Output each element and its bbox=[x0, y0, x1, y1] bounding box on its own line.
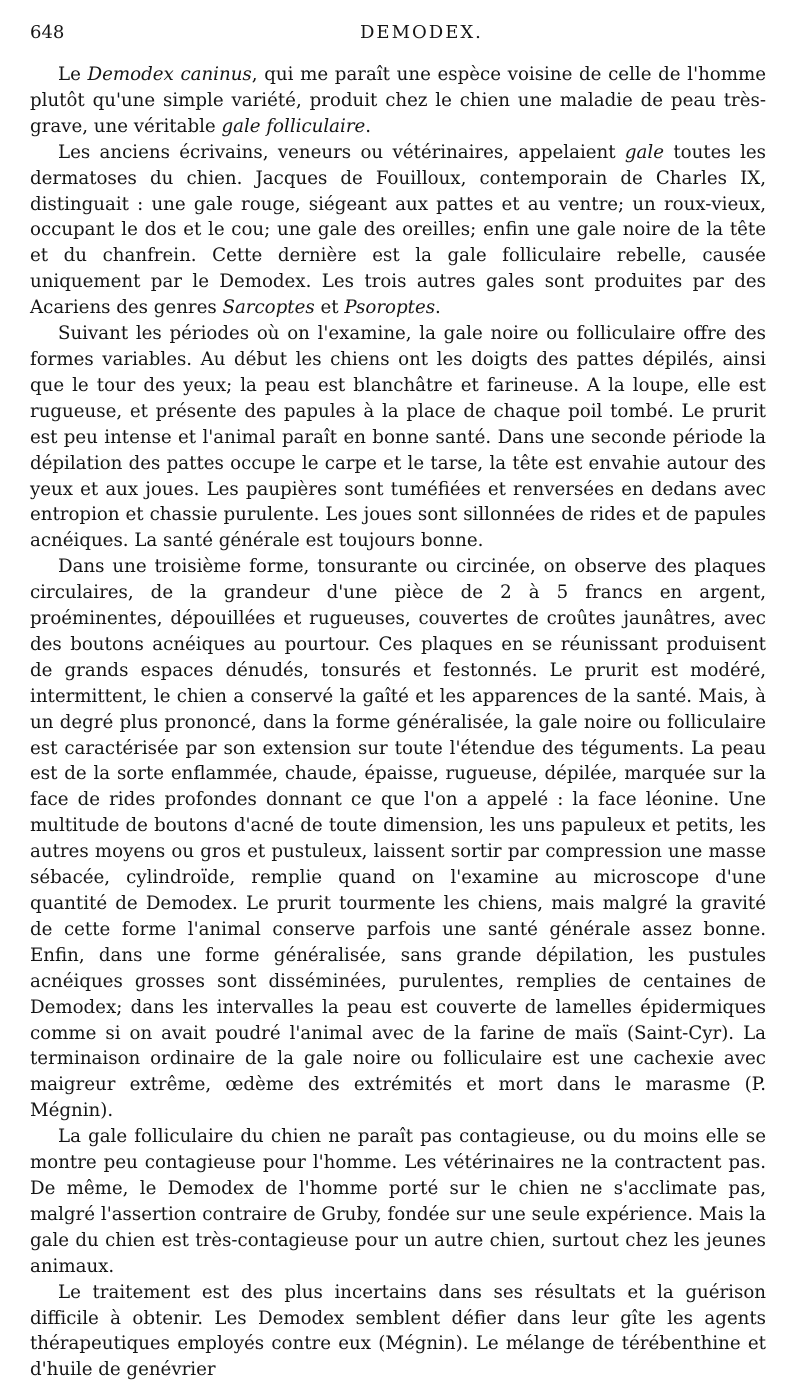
text-run: Le bbox=[58, 64, 88, 85]
text-run: La gale folliculaire du chien ne paraît pas contagieuse, ou du moins elle se montre peu contagieuse pour l'homme. Les vétérinaires ne la contractent pas. De même, le Demodex de l'homme porté sur le chien ne s'acclimate pas, malgré l'assertion contraire de Gruby, fondée sur une seule expérience. Mais la gale du chien est très-contagieuse pour un autre chien, surtout chez les jeunes animaux. bbox=[30, 1126, 766, 1277]
italic-text-run: gale bbox=[624, 141, 664, 163]
text-run: , qui me paraît une espèce voisine de celle de l'homme plutôt qu'une simple variété, produit chez le chien une maladie de peau très-grave, une véritable bbox=[30, 64, 766, 137]
paragraph-3 bbox=[30, 321, 766, 554]
text-run: toutes les dermatoses du chien. Jacques de Fouilloux, contemporain de Charles IX, distinguait : une gale rouge, siégeant aux pattes et au ventre; un roux-vieux, occupant le dos et le cou; une gale des oreilles; enfin une gale noire de la tête et du chanfrein. Cette dernière est la gale folliculaire rebelle, causée uniquement par le Demodex. Les trois autres gales sont produites par des Acariens des genres bbox=[30, 141, 766, 319]
text-run: Le traitement est des plus incertains dans ses résultats et la guérison difficile à obtenir. Les Demodex semblent défier dans leur gîte les agents thérapeutiques employés contre eux (Mégnin). Le mélange de térébenthine et d'huile de genévrier bbox=[30, 1281, 766, 1381]
text-run: et bbox=[314, 297, 345, 319]
body-text bbox=[30, 62, 766, 1383]
text-run: . bbox=[365, 115, 372, 137]
text-run: Dans une troisième forme, tonsurante ou circinée, on observe des plaques circulaires, de la grandeur d'une pièce de 2 à 5 francs en argent, proéminentes, dépouillées et rugueuses, couvertes de croûtes jaunâtres, avec des boutons acnéiques au pourtour. Ces plaques en se réunissant produisent de grands espaces dénudés, tonsurés et festonnés. Le prurit est modéré, intermittent, le chien a conservé la gaîté et les apparences de la santé. Mais, à un degré plus prononcé, dans la forme généralisée, la gale noire ou folliculaire est caractérisée par son extension sur toute l'étendue des téguments. La peau est de la sorte enflammée, chaude, épaisse, rugueuse, dépilée, marquée sur la face de rides profondes donnant ce que l'on a appelé : la face léonine. Une multitude de boutons d'acné de toute dimension, les uns papuleux et petits, les autres moyens ou gros et pustuleux, laissent sortir par compression une masse sébacée, cylindroïde, remplie quand on l'examine au microscope d'une quantité de Demodex. Le prurit tourmente les chiens, mais malgré la gravité de cette forme l'animal conserve parfois une santé générale assez bonne. Enfin, dans une forme généralisée, sans grande dépilation, les pustules acnéiques grosses sont disséminées, purulentes, remplies de centaines de Demodex; dans les intervalles la peau est couverte de lamelles épidermiques comme si on avait poudré l'animal avec de la farine de maïs (Saint-Cyr). La terminaison ordinaire de la gale noire ou folliculaire est une cachexie avec maigreur extrême, œdème des extrémités et mort dans le marasme (P. Mégnin). bbox=[30, 556, 766, 1122]
italic-text-run: Demodex caninus bbox=[87, 64, 252, 85]
running-head bbox=[30, 22, 766, 52]
italic-text-run: gale folliculaire bbox=[221, 115, 366, 137]
text-run: . bbox=[435, 297, 441, 319]
page-number: 648 bbox=[30, 22, 65, 43]
paragraph-6 bbox=[30, 1280, 766, 1384]
text-run: Suivant les périodes où on l'examine, la gale noire ou folliculaire offre des formes variables. Au début les chiens ont les doigts des pattes dépilés, ainsi que le tour des yeux; la peau est blanchâtre et farineuse. A la loupe, elle est rugueuse, et présente des papules à la place de chaque poil tombé. Le prurit est peu intense et l'animal paraît en bonne santé. Dans une seconde période la dépilation des pattes occupe le carpe et le tarse, la tête est envahie autour des yeux et aux joues. Les paupières sont tuméfiées et renversées en dedans avec entropion et chassie purulente. Les joues sont sillonnées de rides et de papules acnéiques. La santé générale est toujours bonne. bbox=[30, 323, 766, 552]
paragraph-1 bbox=[30, 62, 766, 140]
paragraph-5 bbox=[30, 1124, 766, 1279]
italic-text-run: Psoroptes bbox=[344, 297, 436, 319]
paragraph-2 bbox=[30, 140, 766, 321]
text-run: Les anciens écrivains, veneurs ou vétérinaires, appelaient bbox=[58, 141, 625, 163]
italic-text-run: Sarcoptes bbox=[222, 297, 315, 319]
running-title: DEMODEX. bbox=[360, 22, 483, 43]
paragraph-4 bbox=[30, 554, 766, 1124]
